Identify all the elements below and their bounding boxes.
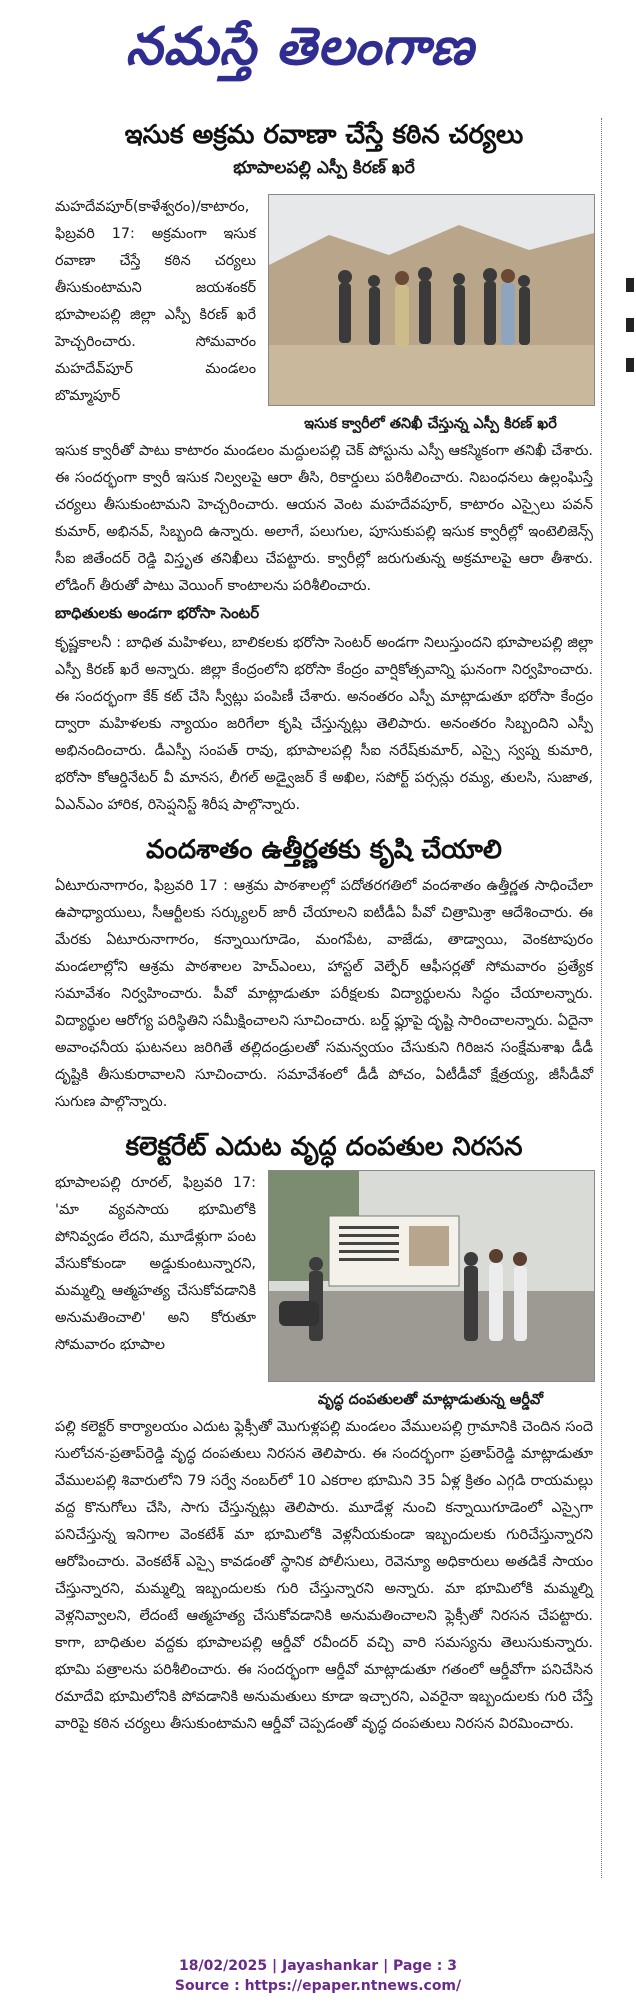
article1-subhead: భూపాలపల్లి ఎస్పీ కిరణ్ ఖరే (233, 158, 415, 178)
page-footer (0, 1956, 636, 1996)
news-column (55, 118, 602, 1878)
article3-body: పల్లి కలెక్టర్ కార్యాలయం ఎదుట ఫ్లెక్సీతో మొగుళ్లపల్లి మండలం వేములపల్లి గ్రామానికి చెందిన సందె సులోచన-ప్రతాప్‌రెడ్డి వృద్ధ దంపతులు నిరసన తెలిపారు. ఈ సందర్భంగా ప్రతాప్‌రెడ్డి మాట్లాడుతూ వేములపల్లి శివారులోని 79 సర్వే నంబర్‌లో 10 ఎకరాల భూమిని 35 ఏళ్ల క్రితం ఎగ్గడి రాయమల్లు వద్ద కొనుగోలు చేసి, సాగు చేస్తున్నట్లు తెలిపారు. మూడేళ్ల నుంచి కన్నాయిగూడెంలో ఎస్సైగా పనిచేస్తున్న ఇనిగాల వెంకటేశ్ మా భూమిలోకి వెళ్లనీయకుండా ఇబ్బందులకు గురిచేస్తున్నారని ఆరోపించారు. వెంకటేశ్ ఎస్సై కావడంతో స్థానిక పోలీసులు, రెవెన్యూ అధికారులు అతడికే సాయం చేస్తున్నారని, మమ్మల్ని ఇబ్బందులకు గురి చేస్తున్నారని అన్నారు. మా భూమిలోకి మమ్మల్ని వెళ్లనివ్వాలని, లేదంటే ఆత్మహత్య చేసుకోవడానికి అనుమతించాలని ఫ్లెక్సీతో నిరసన చేపట్టారు. కాగా, బాధితుల వద్దకు భూపాలపల్లి ఆర్డీవో రవీందర్ వచ్చి వారి సమస్యను తెలుసుకున్నారు. భూమి పత్రాలను పరిశీలించారు. ఈ సందర్భంగా ఆర్డీవో మాట్లాడుతూ గతంలో ఆర్డీవోగా పనిచేసిన రమాదేవి భూమిలోనికి పోవడానికి అనుమతులు కూడా ఇచ్చారని, ఎవరైనా ఇబ్బందులకు గురి చేస్తే వారిపై కఠిన చర్యలు తీసుకుంటామని ఆర్డీవో చెప్పడంతో వృద్ధ దంపతులు నిరసన విరమించారు. (55, 1419, 593, 1732)
sand-quarry-photo (268, 194, 595, 406)
article1-lead: మహదేవపూర్(కాళేశ్వరం)/కాటారం, ఫిబ్రవరి 17: అక్రమంగా ఇసుక రవాణా చేస్తే కఠిన చర్యలు తీసుకుంటామని జయశంకర్ భూపాలపల్లి జిల్లా ఎస్పీ కిరణ్ ఖరే హెచ్చరించారు. సోమవారం మహదేవ్‌పూర్ మండలం బొమ్మాపూర్ (55, 199, 256, 404)
footer-date-line: 18/02/2025 | Jayashankar | Page : 3 (179, 1958, 457, 1974)
adjacent-column-edge (604, 118, 636, 1878)
article1-lead-wrap (55, 194, 593, 438)
article1-headline: ఇసుక అక్రమ రవాణా చేస్తే కఠిన చర్యలు (124, 120, 524, 150)
article2-headline: వందశాతం ఉత్తీర్ణతకు కృషి చేయాలి (146, 835, 502, 865)
article-elderly-protest (55, 1130, 593, 1738)
edge-glyph (626, 278, 634, 292)
article3-photo-caption: వృద్ధ దంపతులతో మాట్లాడుతున్న ఆర్డీవో (317, 1392, 544, 1408)
article1-body2: కృష్ణకాలనీ : బాధిత మహిళలు, బాలికలకు భరోసా సెంటర్ అండగా నిలుస్తుందని భూపాలపల్లి జిల్లా ఎస్పీ కిరణ్ ఖరే అన్నారు. జిల్లా కేంద్రంలోని భరోసా కేంద్రం వార్షికోత్సవాన్ని ఘనంగా నిర్వహించారు. ఈ సందర్భంగా కేక్ కట్ చేసి స్వీట్లు పంపిణీ చేశారు. అనంతరం ఎస్పీ మాట్లాడుతూ భరోసా కేంద్రం ద్వారా మహిళలకు న్యాయం జరిగేలా కృషి చేస్తున్నట్లు తెలిపారు. అనంతరం సిబ్బందిని ఎస్పీ అభినందించారు. డీఎస్పీ సంపత్ రావు, భూపాలపల్లి సీఐ నరేష్‌కుమార్, ఎస్సై స్వప్న కుమారి, భరోసా కోఆర్డినేటర్ వీ మానస, లీగల్ అడ్వైజర్ కే అఖిల, సపోర్ట్ పర్సన్లు రమ్య, తులసి, సుజాత, ఏఎన్‌ఎం హారిక, రిసెప్షనిస్ట్ శిరీష పాల్గొన్నారు. (55, 635, 593, 813)
article3-headline: కలెక్టరేట్ ఎదుట వృద్ధ దంపతుల నిరసన (125, 1132, 523, 1162)
masthead (0, 0, 600, 105)
article2-body: ఏటూరునాగారం, ఫిబ్రవరి 17 : ఆశ్రమ పాఠశాలల్లో పదోతరగతిలో వందశాతం ఉత్తీర్ణత సాధించేలా ఉపాధ్యాయులు, సీఆర్టీలకు సర్క్యులర్ జారీ చేయాలని ఐటీడీఏ పీవో చిత్రామిశ్రా ఆదేశించారు. ఈ మేరకు ఏటూరునాగారం, కన్నాయిగూడెం, మంగపేట, వాజేడు, తాడ్వాయి, వెంకటాపురం మండలాల్లోని ఆశ్రమ పాఠశాలల హెచ్‌ఎంలు, హాస్టల్ వెల్ఫేర్ ఆఫీసర్లతో సోమవారం ప్రత్యేక సమావేశం నిర్వహించారు. పీవో మాట్లాడుతూ పరీక్షలకు విద్యార్థులను సిద్ధం చేయాలన్నారు. విద్యార్థుల ఆరోగ్య పరిస్థితిని సమీక్షించాలని సూచించారు. బర్డ్ ఫ్లూపై దృష్టి సారించాలన్నారు. ఏదైనా అవాంఛనీయ ఘటనలు జరిగితే తల్లిదండ్రులతో సమన్వయం చేసుకుని గిరిజన సంక్షేమశాఖ డీడీ దృష్టికి తీసుకురావాలని సూచించారు. సమావేశంలో డీడీ పోచం, ఏటీడీవో క్షేత్రయ్య, జీసీడీవో సుగుణ పాల్గొన్నారు. (55, 878, 593, 1110)
article3-lead-wrap (55, 1170, 593, 1414)
footer-source-line: Source : https://epaper.ntnews.com/ (174, 1978, 462, 1994)
masthead-title: నమస్తే తెలంగాణ (125, 15, 475, 77)
edge-glyph (626, 358, 634, 372)
collectorate-protest-photo (268, 1170, 595, 1382)
article1-photo-caption: ఇసుక క్వారీలో తనిఖీ చేస్తున్న ఎస్పీ కిరణ్ ఖరే (304, 416, 557, 432)
article1-body: ఇసుక క్వారీతో పాటు కాటారం మండలం మద్దులపల్లి చెక్ పోస్టును ఎస్పీ ఆకస్మికంగా తనిఖీ చేశారు. ఈ సందర్భంగా క్వారీ ఇసుక నిల్వలపై ఆరా తీసి, రికార్డులు పరిశీలించారు. నిబంధనలు ఉల్లంఘిస్తే చర్యలు తీసుకుంటామని హెచ్చరించారు. ఆయన వెంట మహదేవపూర్, కాటారం ఎస్సైలు పవన్ కుమార్, అభినవ్, సిబ్బంది ఉన్నారు. అలాగే, పలుగుల, పూసుకుపల్లి ఇసుక క్వారీల్లో ఇంటెలిజెన్స్ సీఐ జితేందర్ రెడ్డి విస్తృత తనిఖీలు చేపట్టారు. క్వారీల్లో జరుగుతున్న అక్రమాలపై ఆరా తీశారు. లోడింగ్ తీరుతో పాటు వెయింగ్ కాంటాలను పరిశీలించారు. (55, 443, 593, 594)
article3-lead: భూపాలపల్లి రూరల్, ఫిబ్రవరి 17: 'మా వ్యవసాయ భూమిలోకి పోనివ్వడం లేదని, మూడేళ్లుగా పంట వేసుకోకుండా అడ్డుకుంటున్నారని, మమ్మల్ని ఆత్మహత్య చేసుకోవడానికి అనుమతించాలి' అని కోరుతూ సోమవారం భూపాల (55, 1175, 256, 1353)
article3-figure (268, 1170, 593, 1414)
article1-figure (268, 194, 593, 438)
article-pass-percentage (55, 833, 593, 1116)
article1-subheading: బాధితులకు అండగా భరోసా సెంటర్ (55, 604, 260, 622)
article-sand-smuggling (55, 118, 593, 819)
edge-glyph (626, 318, 634, 332)
